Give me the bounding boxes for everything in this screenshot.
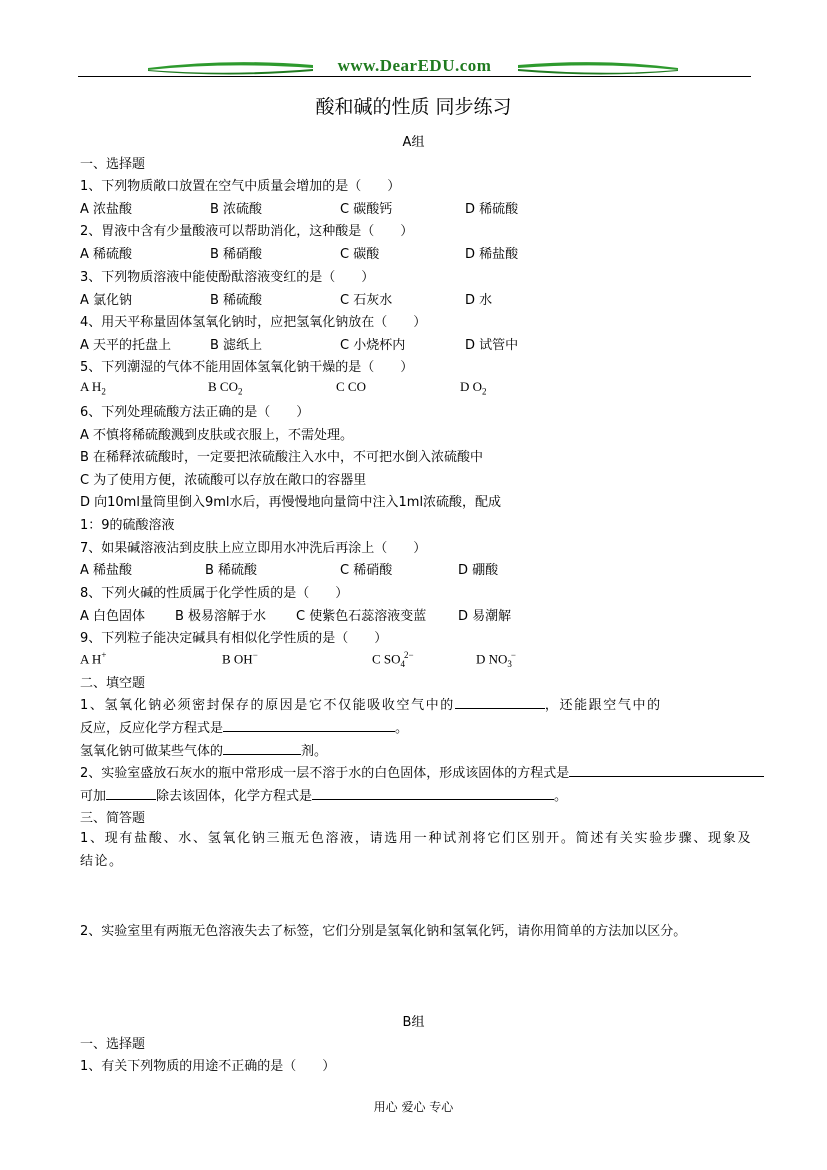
question-4-option-d: D 试管中 xyxy=(465,338,519,353)
fill-question-1-line-2: 反应，反应化学方程式是 。 xyxy=(80,717,408,736)
question-6-option-c: C 为了使用方便，浓硫酸可以存放在敞口的容器里 xyxy=(80,473,367,488)
question-3-option-b: B 稀硫酸 xyxy=(210,293,263,308)
question-7-stem: 7、如果碱溶液沾到皮肤上应立即用水冲洗后再涂上（ ） xyxy=(80,541,427,556)
question-6-option-a: A 不慎将稀硫酸溅到皮肤或衣服上，不需处理。 xyxy=(80,428,354,443)
header-banner xyxy=(78,56,751,80)
fill-blank[interactable] xyxy=(455,695,545,709)
question-1-option-a: A 浓盐酸 xyxy=(80,202,133,217)
question-2-stem: 2、胃液中含有少量酸液可以帮助消化，这种酸是（ ） xyxy=(80,224,414,239)
question-4-option-a: A 天平的托盘上 xyxy=(80,338,172,353)
question-9-option-c: C $SO_4^{2-}$ xyxy=(372,650,414,669)
question-1-option-b: B 浓硫酸 xyxy=(210,202,263,217)
group-b-question-1-stem: 1、有关下列物质的用途不正确的是（ ） xyxy=(80,1059,336,1074)
question-7-option-d: D 硼酸 xyxy=(458,563,499,578)
question-3-stem: 3、下列物质溶液中能使酚酞溶液变红的是（ ） xyxy=(80,270,375,285)
question-8-option-a: A 白色固体 xyxy=(80,609,146,624)
question-5-option-d: D $O_2$ xyxy=(460,379,487,397)
question-1-stem: 1、下列物质敞口放置在空气中质量会增加的是（ ） xyxy=(80,179,401,194)
question-4-option-c: C 小烧杯内 xyxy=(340,338,406,353)
fill-question-2-line-2: 可加 除去该固体，化学方程式是 。 xyxy=(80,785,567,804)
question-9-option-b: B OH− xyxy=(222,650,258,667)
question-7-option-b: B 稀硫酸 xyxy=(205,563,258,578)
question-2-option-a: A 稀硫酸 xyxy=(80,247,133,262)
question-3-option-a: A 氯化钠 xyxy=(80,293,133,308)
question-8-option-d: D 易潮解 xyxy=(458,609,512,624)
question-3-option-c: C 石灰水 xyxy=(340,293,393,308)
fill-blank[interactable] xyxy=(106,786,156,800)
question-2-option-d: D 稀盐酸 xyxy=(465,247,519,262)
section-choice-heading: 一、选择题 xyxy=(80,157,146,172)
question-9-option-a: A H+ xyxy=(80,650,107,667)
fill-blank[interactable] xyxy=(223,741,301,755)
question-5-option-a: A $H_2$ xyxy=(80,379,106,397)
question-3-option-d: D 水 xyxy=(465,293,493,308)
question-4-option-b: B 滤纸上 xyxy=(210,338,263,353)
question-6-option-d-continued: 1：9的硫酸溶液 xyxy=(80,518,175,533)
fill-blank[interactable] xyxy=(312,786,554,800)
question-7-option-a: A 稀盐酸 xyxy=(80,563,133,578)
question-1-option-c: C 碳酸钙 xyxy=(340,202,393,217)
page-footer: 用心 爱心 专心 xyxy=(373,1100,454,1114)
question-7-option-c: C 稀硝酸 xyxy=(340,563,393,578)
group-b-section-choice-heading: 一、选择题 xyxy=(80,1037,146,1052)
fill-question-2-line-1: 2、实验室盛放石灰水的瓶中常形成一层不溶于水的白色固体，形成该固体的方程式是 xyxy=(80,762,764,781)
question-9-option-d: D $NO_3^-$ xyxy=(476,650,516,669)
banner-url: www.DearEDU.com xyxy=(337,56,492,75)
header-rule xyxy=(78,76,751,77)
question-5-stem: 5、下列潮湿的气体不能用固体氢氧化钠干燥的是（ ） xyxy=(80,360,414,375)
question-9-stem: 9、下列粒子能决定碱具有相似化学性质的是（ ） xyxy=(80,631,388,646)
fill-question-1-line-1: 1、氢氧化钠必须密封保存的原因是它不仅能吸收空气中的 ，还能跟空气中的 xyxy=(80,694,752,713)
section-short-answer-heading: 三、简答题 xyxy=(80,811,146,826)
group-b-heading: B组 xyxy=(402,1015,425,1030)
fill-question-1-line-3: 氢氧化钠可做某些气体的 剂。 xyxy=(80,740,327,759)
group-a-heading: A组 xyxy=(402,135,425,150)
question-1-option-d: D 稀硫酸 xyxy=(465,202,519,217)
question-5-option-c: C CO xyxy=(336,379,366,394)
question-6-stem: 6、下列处理硫酸方法正确的是（ ） xyxy=(80,405,310,420)
short-answer-1: 1、现有盐酸、水、氢氧化钠三瓶无色溶液，请选用一种试剂将它们区别开。简述有关实验步骤、现象及结论。 xyxy=(80,831,752,869)
question-8-option-b: B 极易溶解于水 xyxy=(175,609,267,624)
page-title: 酸和碱的性质 同步练习 xyxy=(315,96,512,118)
question-2-option-c: C 碳酸 xyxy=(340,247,380,262)
question-6-option-b: B 在稀释浓硫酸时，一定要把浓硫酸注入水中，不可把水倒入浓硫酸中 xyxy=(80,450,484,465)
question-2-option-b: B 稀硝酸 xyxy=(210,247,263,262)
question-8-option-c: C 使紫色石蕊溶液变蓝 xyxy=(296,609,427,624)
question-4-stem: 4、用天平称量固体氢氧化钠时，应把氢氧化钠放在（ ） xyxy=(80,315,427,330)
section-fill-heading: 二、填空题 xyxy=(80,676,146,691)
fill-blank[interactable] xyxy=(223,718,395,732)
question-8-stem: 8、下列火碱的性质属于化学性质的是（ ） xyxy=(80,586,349,601)
question-6-option-d: D 向10ml量筒里倒入9ml水后，再慢慢地向量筒中注入1ml浓硫酸，配成 xyxy=(80,495,502,510)
short-answer-2: 2、实验室里有两瓶无色溶液失去了标签，它们分别是氢氧化钠和氢氧化钙，请你用简单的方法加以区分。 xyxy=(80,924,687,939)
fill-blank[interactable] xyxy=(569,763,764,777)
question-5-option-b: B $CO_2$ xyxy=(208,379,243,397)
